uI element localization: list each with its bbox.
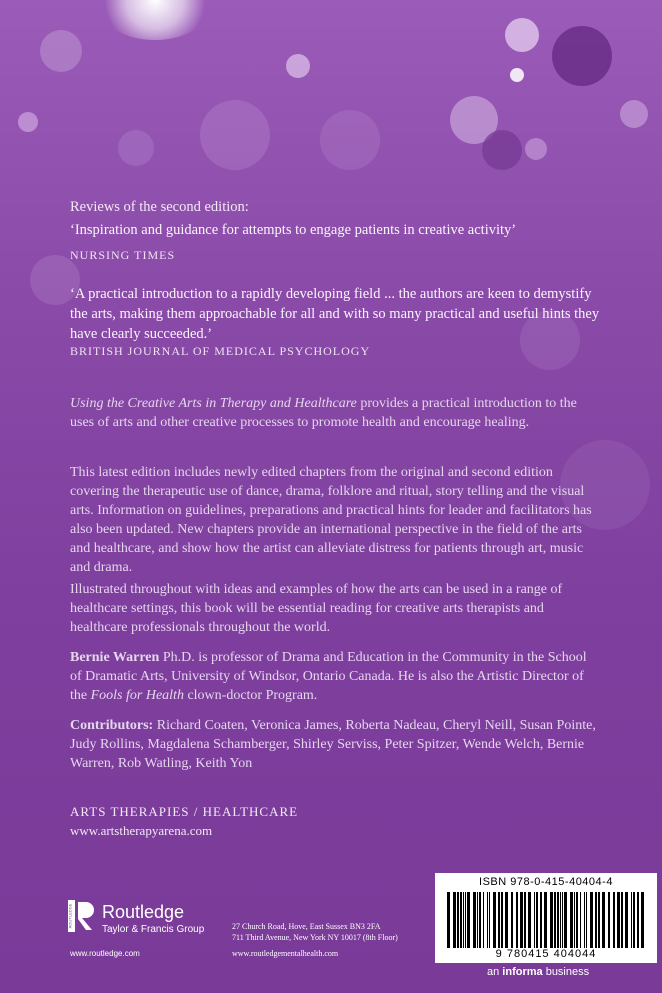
program-name: Fools for Health — [90, 688, 184, 703]
publisher-website: www.routledgementalhealth.com — [232, 949, 339, 958]
description-paragraph-2: This latest edition includes newly edited chapters from the original and second edition covering the therapeutic use of dance, drama, folklore and ritual, story telling and the visual arts. Information on guidelines, preparations and practical hints for leader and facilitators has also been updated. New chapters provide an international perspective in the field of the arts and healthcare, and show how the artist can alleviate distress for patients through art, music and drama. — [70, 465, 592, 575]
contributors-label: Contributors: — [70, 718, 154, 733]
barcode-digits: 9 780415 404044 — [495, 948, 597, 960]
book-title: Using the Creative Arts in Therapy and Healthcare — [70, 396, 357, 411]
author-name: Bernie Warren — [70, 650, 160, 665]
description-paragraph-3: Illustrated throughout with ideas and examples of how the arts can be used in a range of healthcare settings, this book will be essential reading for creative arts therapists and healthcare professionals throughout the world. — [70, 582, 563, 635]
barcode-icon — [445, 892, 647, 948]
informa-brand: informa — [502, 966, 543, 978]
routledge-logo-icon — [68, 900, 96, 932]
description-text: provides a practical introduction to the uses of arts and other creative processes to promote health and encourage healing. — [70, 396, 577, 430]
review-quote-1: ‘Inspiration and guidance for attempts to engage patients in creative activity’ — [70, 222, 517, 238]
publisher-subtitle: Taylor & Francis Group — [102, 924, 205, 935]
author-bio — [70, 648, 600, 705]
reviews-heading: Reviews of the second edition: — [70, 199, 249, 215]
series-label: ARTS THERAPIES / HEALTHCARE — [70, 804, 299, 819]
isbn-label: ISBN 978-0-415-40404-4 — [479, 876, 613, 888]
informa-prefix: an — [487, 966, 503, 978]
contributors-list: Richard Coaten, Veronica James, Roberta Nadeau, Cheryl Neill, Susan Pointe, Judy Rollins, Magdalena Schamberger, Shirley Serviss, Peter Spitzer, Wende Welch, Bernie Warren, Rob Watling, Keith Yon — [70, 718, 596, 771]
review-source-2: BRITISH JOURNAL OF MEDICAL PSYCHOLOGY — [70, 344, 371, 358]
publisher-address — [232, 921, 398, 943]
author-bio-text: Ph.D. is professor of Drama and Education in the Community in the School of Dramatic Arts, University of Windsor, Ontario Canada. He is also the Artistic Director of the — [70, 650, 587, 703]
publisher-url: www.routledge.com — [70, 949, 140, 958]
series-website: www.artstherapyarena.com — [70, 823, 213, 838]
contributors — [70, 716, 600, 773]
author-bio-text-end: clown-doctor Program. — [183, 688, 318, 703]
review-quote-2: ‘A practical introduction to a rapidly developing field ... the authors are keen to demystify the arts, making them approachable for all and with so many practical and useful hints they have clearly succeeded.’ — [70, 286, 600, 342]
informa-tagline — [487, 966, 589, 978]
address-line-2: 711 Third Avenue, New York NY 10017 (8th Floor) — [232, 933, 398, 942]
address-line-1: 27 Church Road, Hove, East Sussex BN3 2FA — [232, 922, 381, 931]
description-paragraph-1 — [70, 394, 600, 432]
informa-suffix: business — [542, 966, 590, 978]
logo-text: ROUTLEDGE — [68, 903, 73, 929]
publisher-name: Routledge — [102, 902, 185, 922]
isbn-barcode-panel — [435, 873, 657, 963]
review-source-1: NURSING TIMES — [70, 248, 176, 262]
